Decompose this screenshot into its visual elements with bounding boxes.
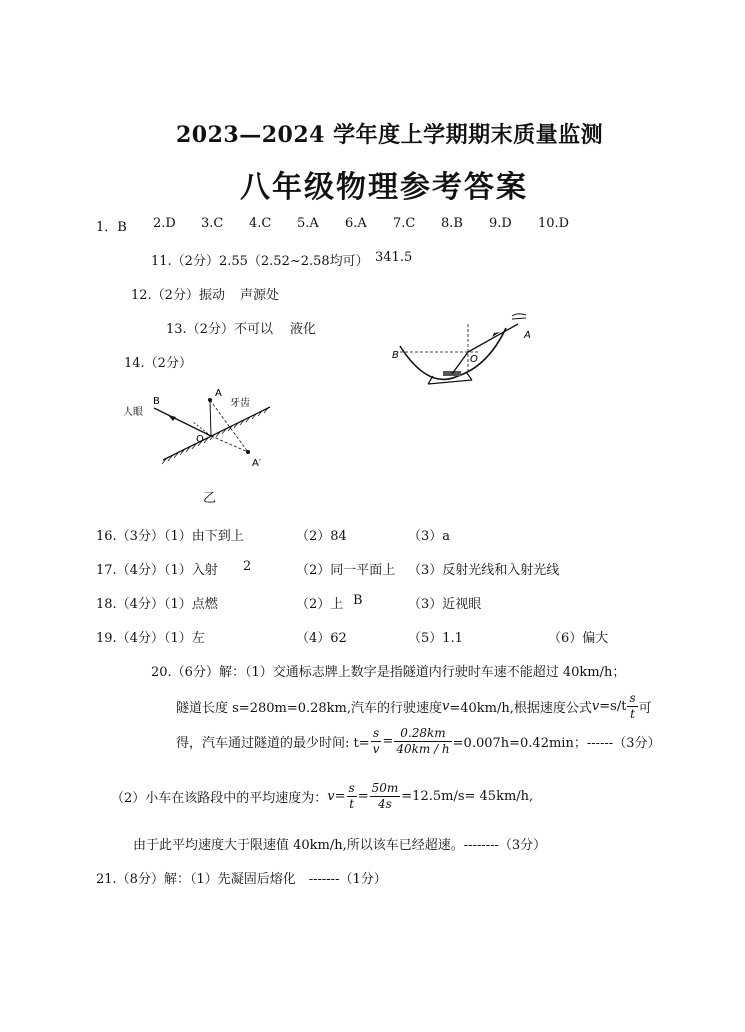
q14-label-b: B xyxy=(153,396,160,407)
q15-label-a: A xyxy=(524,330,531,341)
q19-part6: （6）偏大 xyxy=(548,631,609,646)
mc-answer-9: 9.D xyxy=(489,216,512,231)
q20-line2: 隧道长度 s=280m=0.28km,汽车的行驶速度 v =40km/h,根据速度公式 v =s/t $\frac{s}{t}$ 可 xyxy=(176,690,652,721)
q20-fraction-speed: $\frac{s}{t}$ xyxy=(348,780,355,811)
q14-label-a: A xyxy=(215,388,222,399)
q12-answer: 12.（2分）振动 xyxy=(131,288,225,303)
q16-part3: （3）a xyxy=(408,529,451,544)
q20-fraction-values: $\frac{50m}{4s}$ xyxy=(371,780,399,811)
q19-part5: （5）1.1 xyxy=(408,631,463,646)
q14-label: 14.（2分） xyxy=(124,356,192,371)
q17-part1: 17.（4分）（1）入射 xyxy=(96,563,218,578)
q20-line1: 20.（6分）解：（1）交通标志牌上数字是指隧道内行驶时车速不能超过 40km/h； xyxy=(151,665,626,680)
q18-part3: （3）近视眼 xyxy=(408,597,482,612)
mc-answer-7: 7.C xyxy=(393,216,416,231)
q14-label-tooth: 牙齿 xyxy=(230,398,250,409)
q11-answer-2: 341.5 xyxy=(375,250,413,265)
q14-figure-caption: 乙 xyxy=(203,491,217,506)
q20-line3: 得，汽车通过隧道的最少时间: t= $\frac{s}{v}$ = $\frac{0.28km}{40km / h}$ =0.007h=0.42min；------（3分） xyxy=(176,725,661,756)
mc-answer-2: 2.D xyxy=(153,216,176,231)
q14-reflection-diagram xyxy=(118,382,278,468)
mc-answer-8: 8.B xyxy=(441,216,463,231)
q17-part1b: 2 xyxy=(243,559,252,574)
page-title: 2023—2024 学年度上学期期末质量监测 xyxy=(176,122,604,148)
q17-part3: （3）反射光线和入射光线 xyxy=(408,563,560,578)
q20-fraction-time: $\frac{0.28km}{40km / h}$ xyxy=(396,725,450,756)
q20-fraction-s-v: $\frac{s}{v}$ xyxy=(372,725,380,756)
q20-fraction-s-t: $\frac{s}{t}$ xyxy=(629,690,636,721)
q15-bowl-diagram xyxy=(388,308,538,390)
q15-label-b: B xyxy=(392,350,399,361)
q18-part1: 18.（4分）（1）点燃 xyxy=(96,597,218,612)
q16-part2: （2）84 xyxy=(296,529,347,544)
q13-answer-2: 液化 xyxy=(290,322,317,337)
mc-answer-1: 1．B xyxy=(96,220,127,235)
page-subtitle: 八年级物理参考答案 xyxy=(240,170,528,205)
mc-answer-6: 6.A xyxy=(345,216,367,231)
q20-line5: 由于此平均速度大于限速值 40km/h,所以该车已经超速。--------（3分） xyxy=(133,838,547,853)
q14-label-eye: 人眼 xyxy=(123,407,143,418)
q15-label-o: O xyxy=(470,354,478,365)
q14-label-o: O xyxy=(196,434,204,445)
mc-answer-3: 3.C xyxy=(201,216,224,231)
q13-answer: 13.（2分）不可以 xyxy=(166,322,273,337)
mc-answer-4: 4.C xyxy=(249,216,272,231)
q14-label-a-prime: A′ xyxy=(252,458,262,468)
q12-answer-2: 声源处 xyxy=(240,288,280,303)
q20-line4: （2）小车在该路段中的平均速度为： v = $\frac{s}{t}$ = $\frac{50m}{4s}$ =12.5m/s= 45km/h, xyxy=(111,780,534,811)
q18-part2b: B xyxy=(353,593,363,608)
mc-answer-10: 10.D xyxy=(538,216,570,231)
q16-part1: 16.（3分）（1）由下到上 xyxy=(96,529,244,544)
q17-part2: （2）同一平面上 xyxy=(296,563,396,578)
q11-answer: 11.（2分）2.55（2.52~2.58均可） xyxy=(151,254,369,269)
mc-answer-5: 5.A xyxy=(297,216,319,231)
q19-part1: 19.（4分）（1）左 xyxy=(96,631,205,646)
q21-line1: 21.（8分）解：（1）先凝固后熔化 -------（1分） xyxy=(96,872,387,887)
q18-part2: （2）上 xyxy=(296,597,344,612)
q19-part4: （4）62 xyxy=(296,631,347,646)
